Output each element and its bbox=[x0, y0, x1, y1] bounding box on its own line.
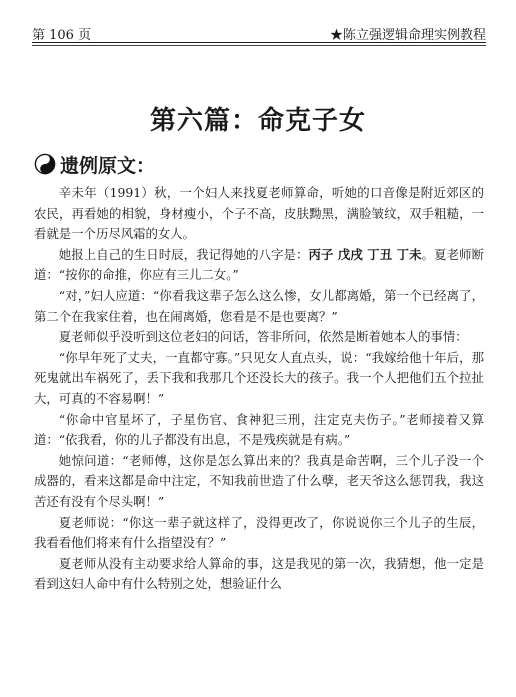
page-header bbox=[32, 22, 486, 42]
paragraph: “你早年死了丈夫，一直都守寡。”只见女人直点头，说：“我嫁给他十年后，那死鬼就出车祸死了，丢下我和我那几个还没长大的孩子。我一个人把他们五个拉扯大，可真的不容易啊！” bbox=[34, 349, 484, 406]
bazi-text: 丙子 戊戌 丁丑 丁未 bbox=[308, 246, 422, 262]
yin-yang-icon bbox=[34, 153, 56, 175]
page-number: 第 106 页 bbox=[32, 28, 92, 43]
paragraph: 夏老师说：“你这一辈子就这样了，没得更改了，你说说你三个儿子的生辰，我看看他们将来有什么指望没有？” bbox=[34, 514, 484, 551]
paragraph-text: 。夏老师断道：“按你的命推，你应有三儿二女。” bbox=[34, 246, 484, 283]
section-label: 遗例原文： bbox=[60, 154, 156, 177]
section-heading bbox=[34, 150, 155, 178]
chapter-title: 第六篇：命克子女 bbox=[149, 106, 366, 136]
paragraph: 夏老师从没有主动要求给人算命的事，这是我见的第一次，我猜想，他一定是看到这妇人命中有什么特别之处，想验证什么 bbox=[34, 555, 484, 592]
paragraph: 她惊问道：“老师傅，这你是怎么算出来的？我真是命苦啊，三个儿子没一个成器的，看来这都是命中注定，不知我前世造了什么孽，老天爷这么惩罚我，我这苦还有没有个尽头啊！” bbox=[34, 452, 484, 509]
paragraph: “对，”妇人应道：“你看我这辈子怎么这么惨，女儿都离婚，第一个已经离了，第二个在我家住着，也在闹离婚，您看是不是也要离？” bbox=[34, 287, 484, 324]
book-title: ★陈立强逻辑命理实例教程 bbox=[329, 28, 486, 43]
paragraph: 辛未年（1991）秋，一个妇人来找夏老师算命，听她的口音像是附近郊区的农民，再看她的相貌，身材瘦小，个子不高，皮肤黝黑，满脸皱纹，双手粗糙，一看就是一个历尽风霜的女人。 bbox=[34, 185, 484, 242]
header-divider bbox=[32, 42, 486, 43]
article-body bbox=[34, 183, 484, 595]
paragraph-birth bbox=[34, 245, 484, 286]
paragraph: 夏老师似乎没听到这位老妇的问话，答非所问，依然是断着她本人的事情： bbox=[58, 329, 468, 345]
paragraph-text: 她报上自己的生日时辰，我记得她的八字是： bbox=[58, 246, 309, 262]
paragraph: “你命中官星坏了，子星伤官、食神犯三刑，注定克夫伤子。”老师接着又算道：“依我看，你的儿子都没有出息，不是残疾就是有病。” bbox=[34, 411, 484, 448]
header-divider-thin bbox=[32, 45, 486, 46]
